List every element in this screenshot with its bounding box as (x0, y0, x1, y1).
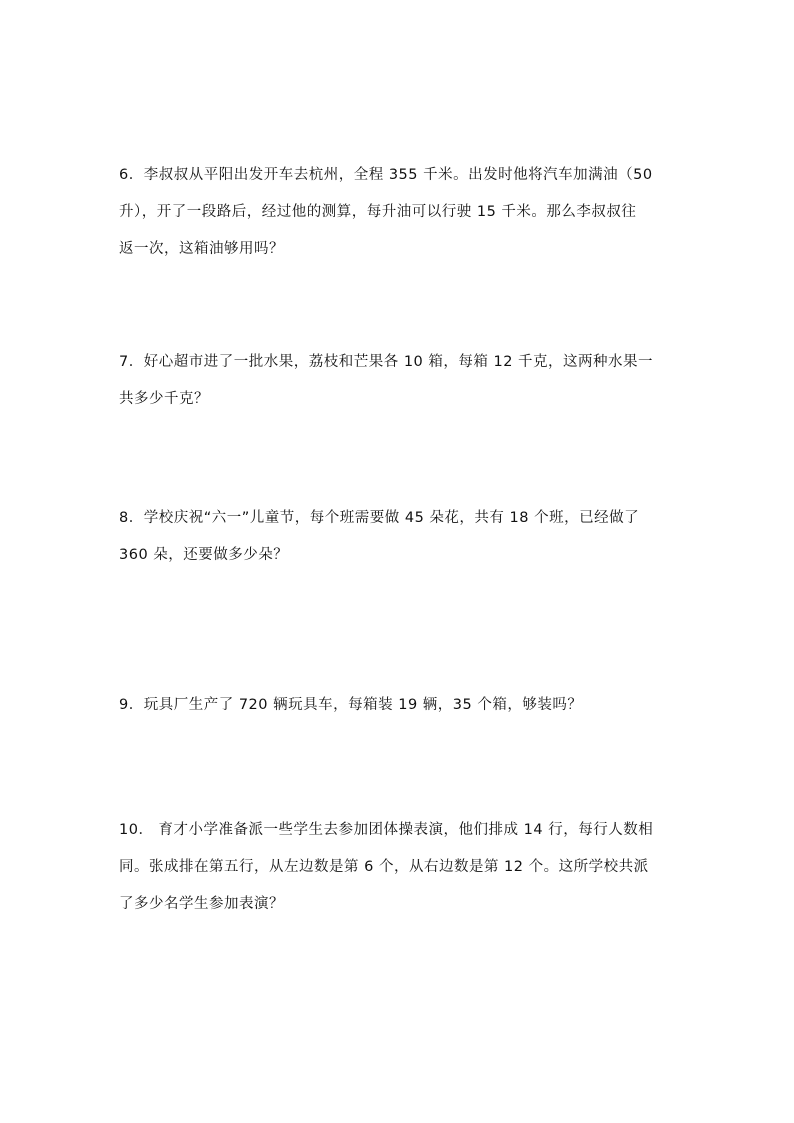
problem-10-line-1: 10． 育才小学准备派一些学生去参加团体操表演，他们排成 14 行，每行人数相 (119, 822, 654, 838)
problem-6-line-2: 升），开了一段路后，经过他的测算，每升油可以行驶 15 千米。那么李叔叔往 (119, 204, 637, 220)
problem-7 (119, 344, 675, 418)
problem-8-line-1: 8．学校庆祝“六一”儿童节，每个班需要做 45 朵花，共有 18 个班，已经做了 (119, 510, 640, 526)
problem-8-line-2: 360 朵，还要做多少朵？ (119, 547, 289, 563)
problem-9-line-1: 9．玩具厂生产了 720 辆玩具车，每箱装 19 辆，35 个箱，够装吗？ (119, 697, 583, 713)
problem-9 (119, 687, 675, 724)
problem-6 (119, 157, 675, 268)
problem-8 (119, 500, 675, 574)
problem-10-line-3: 了多少名学生参加表演？ (119, 896, 284, 912)
problem-6-line-3: 返一次，这箱油够用吗？ (119, 241, 284, 257)
problem-6-line-1: 6．李叔叔从平阳出发开车去杭州，全程 355 千米。出发时他将汽车加满油（50 (119, 167, 653, 183)
problem-10-line-2: 同。张成排在第五行，从左边数是第 6 个，从右边数是第 12 个。这所学校共派 (119, 859, 649, 875)
problem-7-line-1: 7．好心超市进了一批水果，荔枝和芒果各 10 箱，每箱 12 千克，这两种水果一 (119, 354, 654, 370)
problem-7-line-2: 共多少千克？ (119, 391, 209, 407)
problem-10 (119, 812, 675, 923)
